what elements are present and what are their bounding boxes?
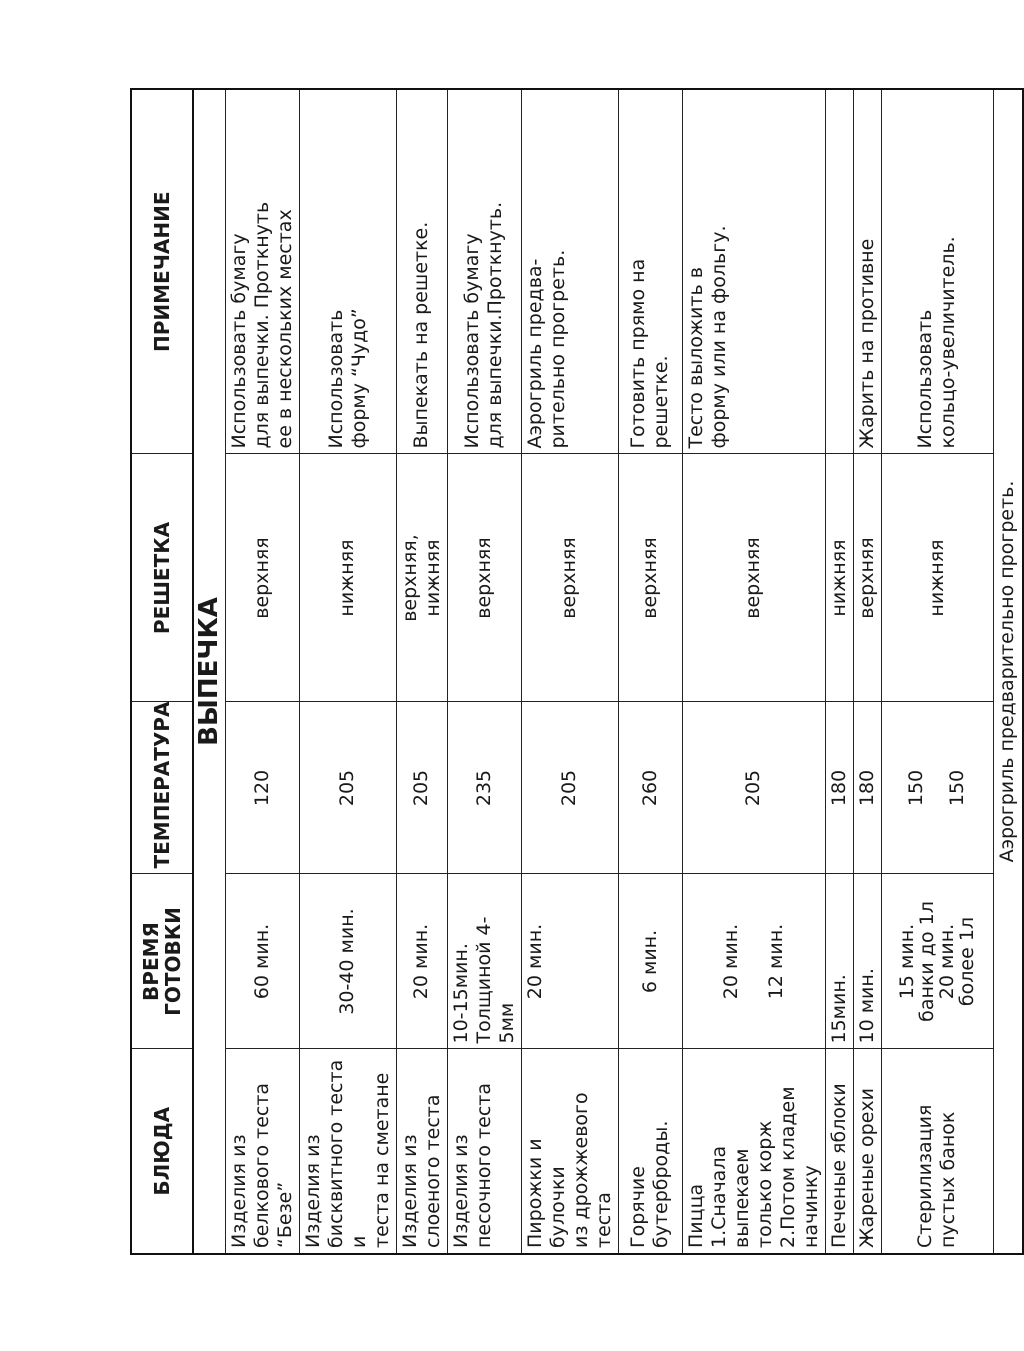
cooking-table xyxy=(130,90,1019,1255)
rack-cell: нижняя xyxy=(881,454,993,702)
rack-cell: верхняя xyxy=(225,454,299,702)
temp-cell xyxy=(881,702,993,874)
table-row xyxy=(881,89,993,1254)
temp-first: 150 xyxy=(905,769,927,807)
time-first: 20 мин. xyxy=(719,923,742,1000)
time-cell: 30-40 мин. xyxy=(299,874,396,1049)
time-second: 12 мин. xyxy=(764,923,787,1000)
note-cell: Жарить на противне xyxy=(853,89,881,454)
temp-cell: 235 xyxy=(447,702,521,874)
time-cell: 10-15мин. Толщиной 4-5мм xyxy=(447,874,521,1049)
time-cell: 20 мин. xyxy=(521,874,618,1049)
table-row xyxy=(825,89,853,1254)
time-cell: 10 мин. xyxy=(853,874,881,1049)
temp-cell: 205 xyxy=(299,702,396,874)
note-cell xyxy=(825,89,853,454)
table-row xyxy=(396,89,447,1254)
time-cell: 6 мин. xyxy=(618,874,682,1049)
dish-cell: Изделия из слоеного теста xyxy=(396,1049,447,1254)
rack-cell: нижняя xyxy=(299,454,396,702)
temp-cell: 205 xyxy=(521,702,618,874)
table-row xyxy=(853,89,881,1254)
dish-cell: Пицца 1.Сначала выпекаем только корж 2.Потом кладем начинку xyxy=(682,1049,825,1254)
footer-row xyxy=(993,89,1023,1254)
header-temp: ТЕМПЕРАТУРА xyxy=(131,702,193,874)
time-cell xyxy=(881,874,993,1049)
footer-note: Аэрогриль предварительно прогреть. xyxy=(993,89,1023,1254)
dish-cell: Горячие бутерброды. xyxy=(618,1049,682,1254)
temp-cell: 205 xyxy=(682,702,825,874)
note-cell: Использовать бумагу для выпечки.Проткнуть. xyxy=(447,89,521,454)
dish-cell: Пирожки и булочки из дрожжевого теста xyxy=(521,1049,618,1254)
rack-cell: верхняя xyxy=(618,454,682,702)
dish-cell: Печеные яблоки xyxy=(825,1049,853,1254)
dish-cell: Изделия из бисквитного теста и теста на сметане xyxy=(299,1049,396,1254)
time-cell: 60 мин. xyxy=(225,874,299,1049)
table-row xyxy=(682,89,825,1254)
dish-cell: Жареные орехи xyxy=(853,1049,881,1254)
rack-cell: верхняя xyxy=(521,454,618,702)
table-row xyxy=(225,89,299,1254)
temp-second: 150 xyxy=(946,769,968,807)
temp-cell: 260 xyxy=(618,702,682,874)
time-first: 15 мин. банки до 1л xyxy=(896,901,938,1022)
note-cell: Использовать форму “Чудо” xyxy=(299,89,396,454)
table xyxy=(130,88,1024,1255)
rack-cell: верхняя xyxy=(682,454,825,702)
table-row xyxy=(521,89,618,1254)
table-row xyxy=(299,89,396,1254)
temp-cell: 180 xyxy=(825,702,853,874)
section-row xyxy=(193,89,225,1254)
table-row xyxy=(447,89,521,1254)
time-cell: 15мин. xyxy=(825,874,853,1049)
rack-cell: верхняя, нижняя xyxy=(396,454,447,702)
table-row xyxy=(618,89,682,1254)
note-cell: Использовать бумагу для выпечки. Проткнуть ее в нескольких местах xyxy=(225,89,299,454)
note-cell: Использовать кольцо-увеличитель. xyxy=(881,89,993,454)
header-time: ВРЕМЯ ГОТОВКИ xyxy=(131,874,193,1049)
section-title: ВЫПЕЧКА xyxy=(193,89,225,1254)
note-cell: Аэрогриль предва- рительно прогреть. xyxy=(521,89,618,454)
time-cell xyxy=(682,874,825,1049)
note-cell: Тесто выложить в форму или на фольгу. xyxy=(682,89,825,454)
dish-cell: Изделия из белкового теста “Безе” xyxy=(225,1049,299,1254)
rack-cell: нижняя xyxy=(825,454,853,702)
rack-cell: верхняя xyxy=(447,454,521,702)
dish-cell: Изделия из песочного теста xyxy=(447,1049,521,1254)
header-dish: БЛЮДА xyxy=(131,1049,193,1254)
header-rack: РЕШЕТКА xyxy=(131,454,193,702)
table-header-row xyxy=(131,89,193,1254)
note-cell: Выпекать на решетке. xyxy=(396,89,447,454)
note-cell: Готовить прямо на решетке. xyxy=(618,89,682,454)
temp-cell: 205 xyxy=(396,702,447,874)
dish-cell: Стерилизация пустых банок xyxy=(881,1049,993,1254)
time-second: 20 мин. более 1л xyxy=(936,916,978,1007)
header-note: ПРИМЕЧАНИЕ xyxy=(131,89,193,454)
temp-cell: 120 xyxy=(225,702,299,874)
time-cell: 20 мин. xyxy=(396,874,447,1049)
temp-cell: 180 xyxy=(853,702,881,874)
rack-cell: верхняя xyxy=(853,454,881,702)
